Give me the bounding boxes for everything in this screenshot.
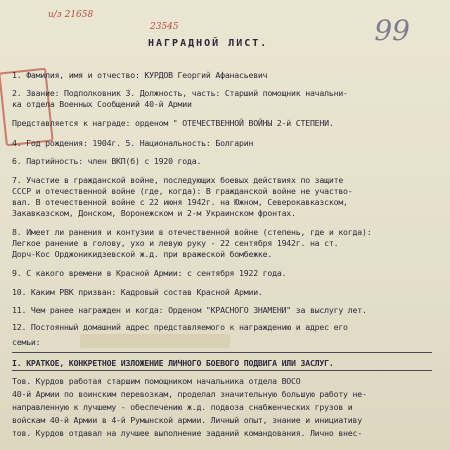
line-12: Легкое ранение в голову, ухо и левую руку - 22 сентября 1942г. на ст. — [12, 238, 339, 248]
line-9: вал. В отечественной войне с 22 июня 1942г. на Южном, Северокавказском, — [12, 197, 348, 207]
line-8: СССР и отечественной войне (где, когда): В гражданской войне не участво- — [12, 186, 353, 196]
document-title: НАГРАДНОЙ ЛИСТ. — [148, 38, 269, 49]
line-13: Дорч-Кос Орджоникидзевской ж.д. при вражеской бомбежке. — [12, 249, 273, 259]
line-5: 4. Год рождения: 1904г. 5. Национальность: Болгарин — [12, 138, 254, 148]
archive-mark-left: и/з 21658 — [48, 10, 94, 20]
divider — [12, 352, 432, 353]
line-6: 6. Партийность: член ВКП(б) с 1920 года. — [12, 156, 202, 166]
line-22: направленную к лучшему - обеспечению ж.д. подвоза снабженческих грузов и — [12, 402, 353, 412]
line-10: Закавказском, Донском, Воронежском и 2-м Украинском фронтах. — [12, 208, 296, 218]
redaction-block — [80, 334, 230, 348]
line-4: Представляется к награде: орденом " ОТЕЧЕСТВЕННОЙ ВОЙНЫ 2-й СТЕПЕНИ. — [12, 118, 334, 128]
page-number: 99 — [374, 14, 410, 47]
divider-2 — [12, 370, 432, 371]
line-19: I. КРАТКОЕ, КОНКРЕТНОЕ ИЗЛОЖЕНИЕ ЛИЧНОГО БОЕВОГО ПОДВИГА ИЛИ ЗАСЛУГ. — [12, 358, 334, 368]
line-11: 8. Имеет ли ранения и контузии в отечественной войне (степень, где и когда): — [12, 227, 372, 237]
line-18: семьи: — [12, 337, 41, 347]
line-3: ка отдела Военных Сообщений 40-й Армии — [12, 99, 192, 109]
line-2: 2. Звание: Подполковник 3. Должность, часть: Старший помощник начальни- — [12, 88, 348, 98]
line-7: 7. Участие в гражданской войне, последующих боевых действиях по защите — [12, 175, 344, 185]
line-24: тов. Курдов отдавал на лучшее выполнение заданий командования. Лично внес- — [12, 428, 362, 438]
archive-mark-mid: 23545 — [150, 22, 179, 32]
line-1: 1. Фамилия, имя и отчество: КУРДОВ Георгий Афанасьевич — [12, 70, 268, 80]
line-23: войскам 40-й Армии в 4-й Румынской армии. Личный опыт, знание и инициативу — [12, 415, 362, 425]
line-16: 11. Чем ранее награжден и когда: Орденом "КРАСНОГО ЗНАМЕНИ" за выслугу лет. — [12, 305, 367, 315]
line-21: 40-й Армии по воинским перевозкам, проделал значительную большую работу не- — [12, 389, 367, 399]
line-15: 10. Каким РВК призван: Кадровый состав Красной Армии. — [12, 287, 263, 297]
line-20: Тов. Курдов работая старшим помощником начальника отдела ВОСО — [12, 376, 301, 386]
line-17: 12. Постоянный домашний адрес представляемого к награждению и адрес его — [12, 322, 348, 332]
line-14: 9. С какого времени в Красной Армии: с сентября 1922 года. — [12, 268, 287, 278]
